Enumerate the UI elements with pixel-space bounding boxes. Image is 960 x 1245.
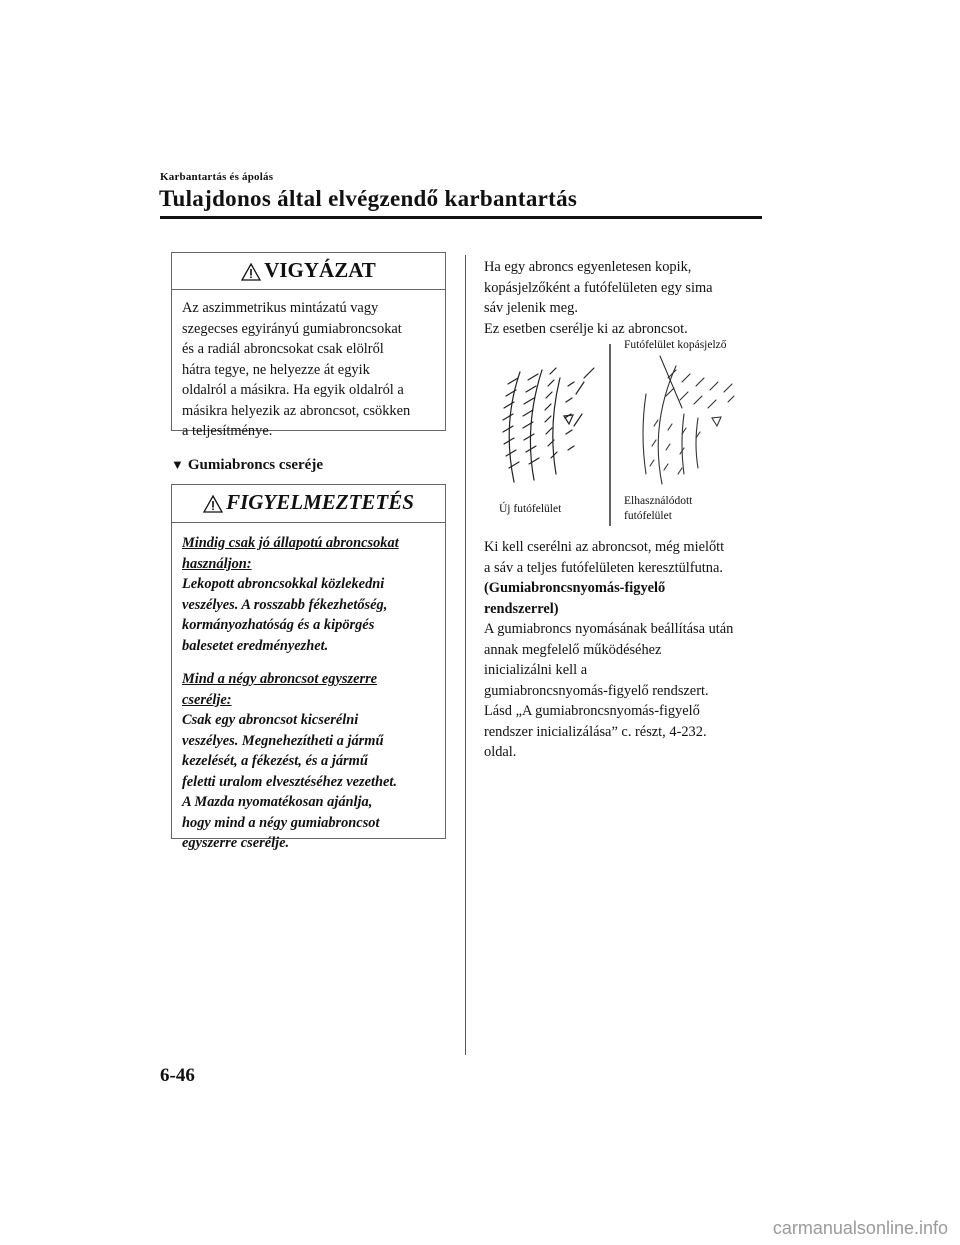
caution-line: a teljesítménye. (182, 423, 273, 439)
text-line: A gumiabroncs nyomásának beállítása után (484, 621, 734, 637)
caution-box (171, 252, 446, 439)
text-line: annak megfelelő működéséhez (484, 641, 662, 658)
caution-body (172, 290, 445, 442)
paragraph-replace-and-tpms (484, 537, 769, 763)
text-line: Ki kell cserélni az abroncsot, még mielőtt (484, 539, 725, 555)
text-line: gumiabroncsnyomás-figyelő rendszert. (484, 682, 709, 699)
text-line: rendszer inicializálása” c. részt, 4-232. (484, 723, 707, 740)
tread-wear-figure (484, 334, 769, 526)
caution-line: Az aszimmetrikus mintázatú vagy (182, 300, 379, 316)
warning-line: veszélyes. Megnehezítheti a jármű (182, 732, 384, 749)
text-line: inicializálni kell a (484, 662, 588, 678)
warning-body (172, 523, 445, 854)
warning-block-heading: használjon: (182, 555, 252, 572)
triangle-down-icon: ▼ (171, 457, 184, 472)
text-line: oldal. (484, 744, 517, 760)
warning-block-all-four (182, 669, 435, 854)
page-title: Tulajdonos által elvégzendő karbantartás (159, 186, 578, 211)
warning-triangle-icon (241, 263, 261, 281)
warning-header (172, 485, 445, 523)
label-worn-tread-2: futófelület (624, 510, 672, 522)
warning-block-heading: Mind a négy abroncsot egyszerre (182, 671, 378, 687)
text-line: Ha egy abroncs egyenletesen kopik, (484, 259, 692, 275)
page-number: 6-46 (160, 1065, 195, 1086)
text-line: kopásjelzőként a futófelületen egy sima (484, 279, 713, 296)
caution-line: hátra tegye, ne helyezze át egyik (182, 361, 370, 378)
tpms-heading: rendszerrel) (484, 600, 559, 617)
label-wear-indicator: Futófelület kopásjelző (624, 339, 727, 351)
warning-block-heading: Mindig csak jó állapotú abroncsokat (182, 535, 399, 551)
warning-line: Lekopott abroncsokkal közlekedni (182, 576, 385, 592)
caution-header (172, 253, 445, 290)
caution-line: és a radiál abroncsokat csak elölről (182, 341, 384, 357)
caution-line: szegecses egyirányú gumiabroncsokat (182, 320, 402, 337)
warning-title: FIGYELMEZTETÉS (226, 490, 414, 514)
text-line: Ez esetben cserélje ki az abroncsot. (484, 320, 688, 337)
warning-line: kezelését, a fékezést, és a jármű (182, 753, 368, 769)
caution-line: oldalról a másikra. Ha egyik oldalról a (182, 382, 404, 398)
subheading-text: Gumiabroncs cseréje (187, 457, 323, 473)
caution-title: VIGYÁZAT (264, 258, 376, 282)
warning-box (171, 484, 446, 851)
label-new-tread: Új futófelület (499, 503, 562, 515)
paragraph-wear-indicator (484, 257, 769, 339)
text-line: Lásd „A gumiabroncsnyomás-figyelő (484, 703, 700, 719)
warning-line: veszélyes. A rosszabb fékezhetőség, (182, 596, 388, 613)
warning-line: egyszerre cserélje. (182, 835, 290, 851)
column-divider (465, 255, 466, 1055)
title-rule (160, 216, 762, 219)
text-line: sáv jelenik meg. (484, 300, 578, 316)
warning-line: balesetet eredményezhet. (182, 637, 329, 654)
warning-line: Csak egy abroncsot kicserélni (182, 712, 359, 728)
section-label: Karbantartás és ápolás (160, 171, 274, 183)
warning-line: feletti uralom elvesztéséhez vezethet. (182, 773, 398, 790)
subheading-tire-replacement (171, 457, 323, 474)
tpms-heading: (Gumiabroncsnyomás-figyelő (484, 580, 666, 596)
warning-line: hogy mind a négy gumiabroncsot (182, 814, 380, 831)
warning-triangle-icon (203, 495, 223, 513)
caution-line: másikra helyezik az abroncsot, csökken (182, 402, 411, 419)
watermark: carmanualsonline.info (772, 1218, 948, 1238)
warning-block-heading: cserélje: (182, 691, 232, 708)
warning-block-good-tires (182, 533, 435, 656)
text-line: a sáv a teljes futófelületen keresztülfutna. (484, 559, 723, 576)
label-worn-tread-1: Elhasználódott (624, 495, 693, 507)
warning-line: A Mazda nyomatékosan ajánlja, (182, 794, 373, 810)
warning-line: kormányozhatóság és a kipörgés (182, 617, 375, 633)
